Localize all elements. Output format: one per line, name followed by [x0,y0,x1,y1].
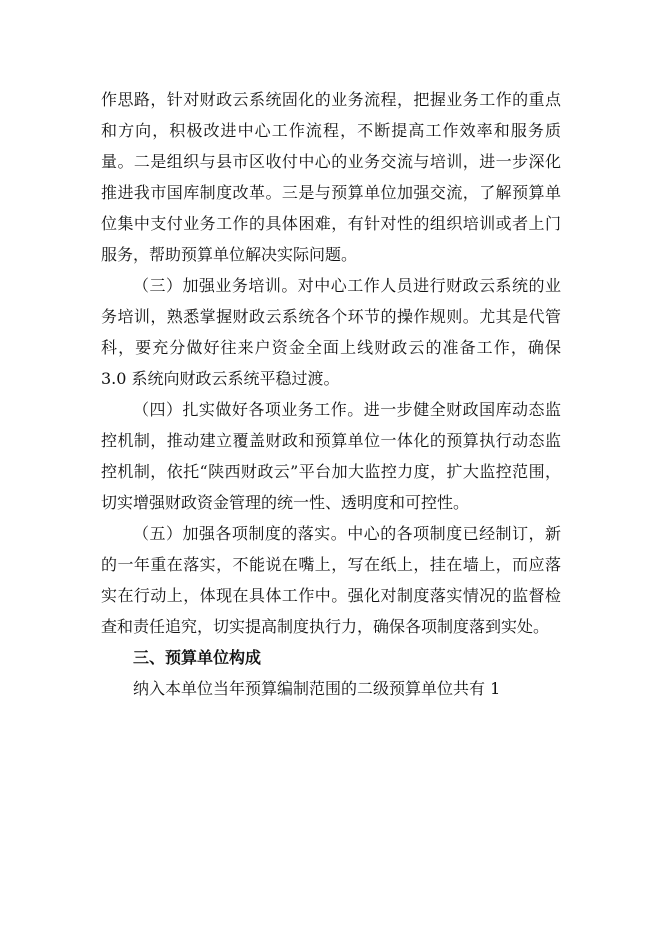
document-body [101,84,561,704]
paragraph-system-implementation: （五）加强各项制度的落实。中心的各项制度已经制订，新的一年重在落实，不能说在嘴上，写在纸上，挂在墙上，而应落实在行动上，体现在具体工作中。强化对制度落实情况的监督检查和责任追究，切实提高制度执行力，确保各项制度落到实处。 [101,524,561,636]
paragraph-work-approach: 作思路，针对财政云系统固化的业务流程，把握业务工作的重点和方向，积极改进中心工作流程，不断提高工作效率和服务质量。二是组织与县市区收付中心的业务交流与培训，进一步深化推进我市国库制度改革。三是与预算单位加强交流，了解预算单位集中支付业务工作的具体困难，有针对性的组织培训或者上门服务，帮助预算单位解决实际问题。 [101,90,561,264]
paragraph-business-training: （三）加强业务培训。对中心工作人员进行财政云系统的业务培训，熟悉掌握财政云系统各个环节的操作规则。尤其是代管科，要充分做好往来户资金全面上线财政云的准备工作，确保 3.0 系统向财政云系统平稳过渡。 [101,276,561,388]
paragraph-budget-units: 纳入本单位当年预算编制范围的二级预算单位共有 1 [133,679,501,698]
section-heading-budget-units: 三、预算单位构成 [133,648,262,667]
paragraph-business-work: （四）扎实做好各项业务工作。进一步健全财政国库动态监控机制，推动建立覆盖财政和预算单位一体化的预算执行动态监控机制，依托“陕西财政云”平台加大监控力度，扩大监控范围，切实增强财政资金管理的统一性、透明度和可控性。 [101,400,561,512]
